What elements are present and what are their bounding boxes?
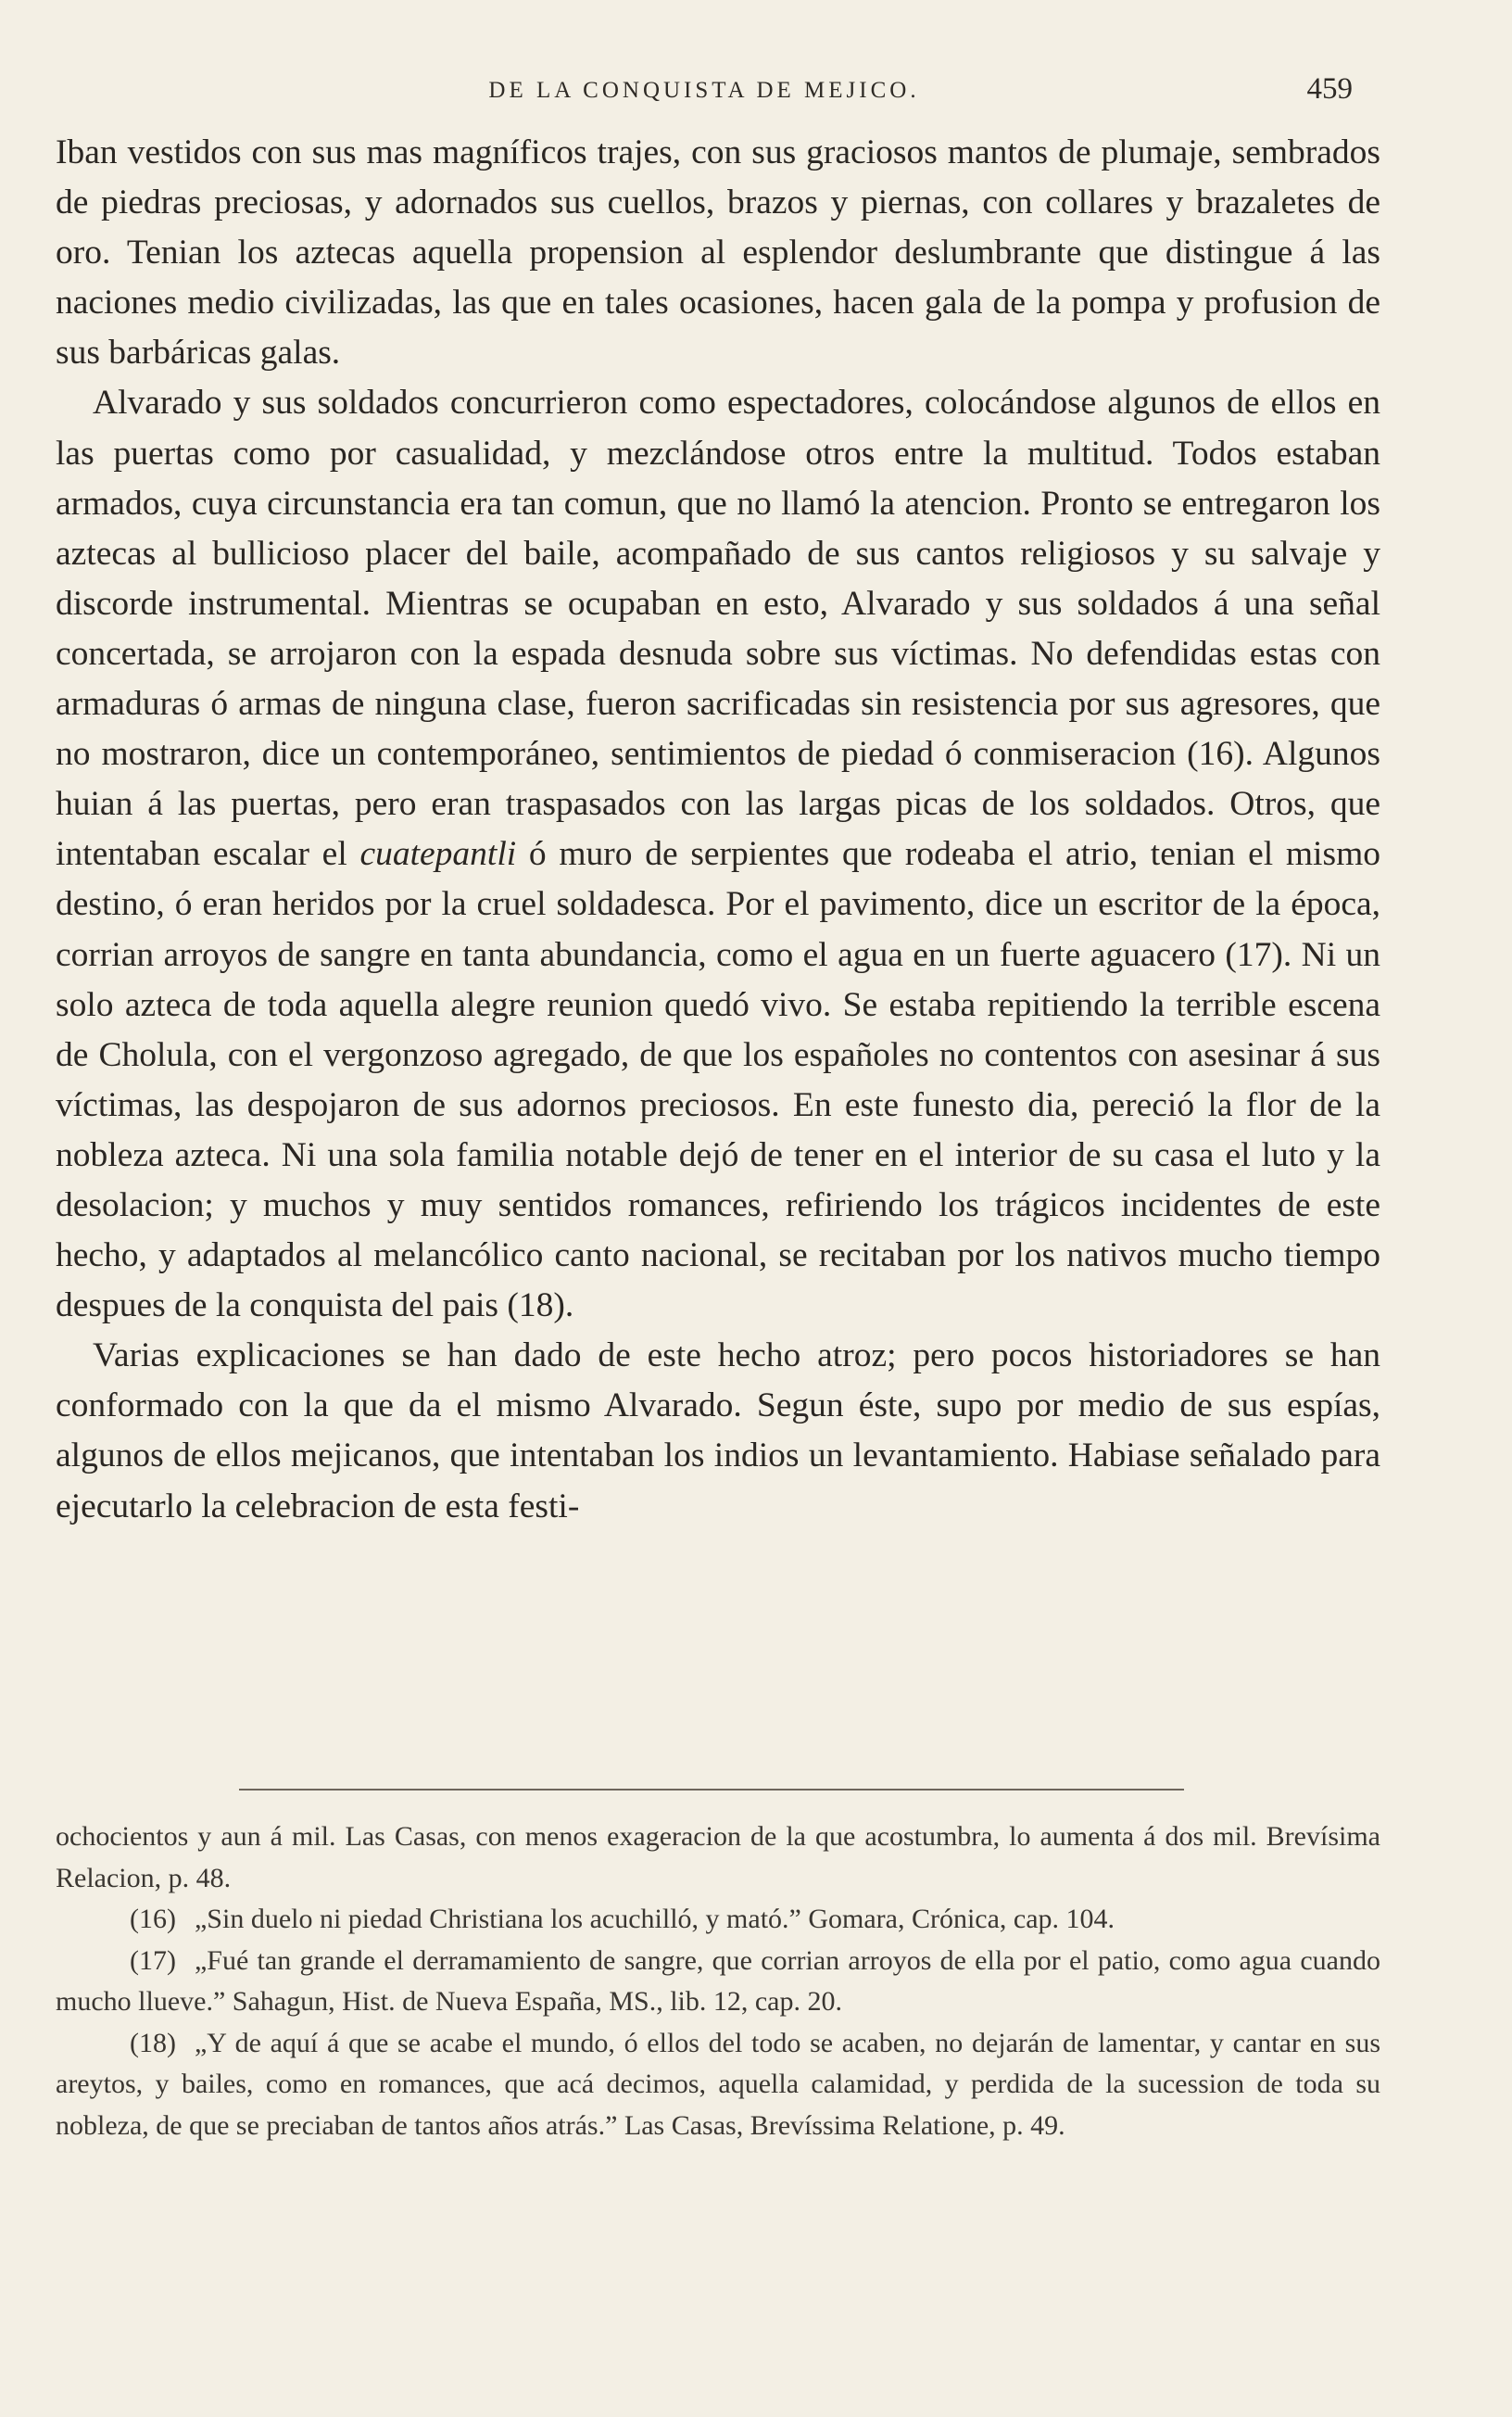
page-number: 459 — [1306, 72, 1353, 106]
paragraph-2-part-1: Alvarado y sus soldados concurrieron como espectadores, colocándose algunos de ellos en las puertas como por casualidad, y mezclándose otros entre la multitud. Todos estaban armados, cuya circunstancia era tan comun, que no llamó la atencion. Pronto se entregaron los aztecas al bullicioso placer del baile, acompañado de sus cantos religiosos y su salvaje y discorde instrumental. Mientras se ocupaban en esto, Alvarado y sus soldados á una señal concertada, se arrojaron con la espada desnuda sobre sus víctimas. No defendidas estas con armaduras ó armas de ninguna clase, fueron sacrificadas sin resistencia por sus agresores, que no mostraron, dice un contemporáneo, sentimientos de piedad ó conmiseracion (16). Algunos huian á las puertas, pero eran traspasados con las largas picas de los soldados. Otros, que intentaban escalar el — [56, 384, 1380, 874]
running-title: DE LA CONQUISTA DE MEJICO. — [488, 78, 920, 103]
paragraph-1: Iban vestidos con sus mas magníficos trajes, con sus graciosos mantos de plumaje, sembrados de piedras preciosas, y adornados sus cuellos, brazos y piernas, con collares y brazaletes de oro. Tenian los aztecas aquella propension al esplendor deslumbrante que distingue á las naciones medio civilizadas, las que en tales ocasiones, hacen gala de la pompa y profusion de sus barbáricas galas. — [56, 133, 1380, 373]
paragraph-3: Varias explicaciones se han dado de este hecho atroz; pero pocos historiadores se han conformado con la que da el mismo Alvarado. Segun éste, supo por medio de sus espías, algunos de ellos mejicanos, que intentaban los indios un levantamiento. Habiase señalado para ejecutarlo la celebracion de esta festi- — [56, 1336, 1380, 1525]
footnote-marker: (18) — [130, 2027, 176, 2058]
paragraph-2-part-2: ó muro de serpientes que rodeaba el atrio, tenian el mismo destino, ó eran heridos por la cruel soldadesca. Por el pavimento, dice un escritor de la época, corrian arroyos de sangre en tanta abundancia, como el agua en un fuerte aguacero (17). Ni un solo azteca de toda aquella alegre reunion quedó vivo. Se estaba repitiendo la terrible escena de Cholula, con el vergonzoso agregado, de que los españoles no contentos con asesinar á sus víctimas, las despojaron de sus adornos preciosos. En este funesto dia, pereció la flor de la nobleza azteca. Ni una sola familia notable dejó de tener en el interior de su casa el luto y la desolacion; y muchos y muy sentidos romances, refiriendo los trágicos incidentes de este hecho, y adaptados al melancólico canto nacional, se recitaban por los nativos mucho tiempo despues de la conquista del pais (18). — [56, 835, 1380, 1325]
footnote-rule — [239, 1789, 1184, 1791]
footnote-16 — [56, 1899, 1380, 1941]
footnote-text: ochocientos y aun á mil. Las Casas, con menos exageracion de la que acostumbra, lo aumenta á dos mil. Brevísima Relacion, p. 48. — [56, 1821, 1380, 1893]
footnote-text: „Sin duelo ni piedad Christiana los acuchilló, y mató.” Gomara, Crónica, cap. 104. — [194, 1904, 1115, 1934]
footnote-17 — [56, 1941, 1380, 2023]
footnote-text: „Y de aquí á que se acabe el mundo, ó ellos del todo se acaben, no dejarán de lamentar, y cantar en sus areytos, y bailes, como en romances, que acá decimos, aquella calamidad, y perdida de la sucession de toda su nobleza, de que se preciaban de tantos años atrás.” Las Casas, Brevíssima Relatione, p. 49. — [56, 2027, 1380, 2141]
italic-term: cuatepantli — [359, 835, 517, 874]
footnote-continued — [56, 1816, 1380, 1899]
footnotes — [56, 1816, 1380, 2146]
footnote-marker: (17) — [130, 1944, 176, 1976]
footnote-text: „Fué tan grande el derramamiento de sangre, que corrian arroyos de ella por el patio, como agua cuando mucho llueve.” Sahagun, Hist. de Nueva España, MS., lib. 12, cap. 20. — [56, 1944, 1380, 2017]
footnote-marker: (16) — [130, 1904, 176, 1934]
footnote-18 — [56, 2023, 1380, 2147]
running-head — [56, 72, 1353, 119]
body-text — [56, 128, 1380, 1532]
paragraph-2 — [56, 378, 1380, 1331]
